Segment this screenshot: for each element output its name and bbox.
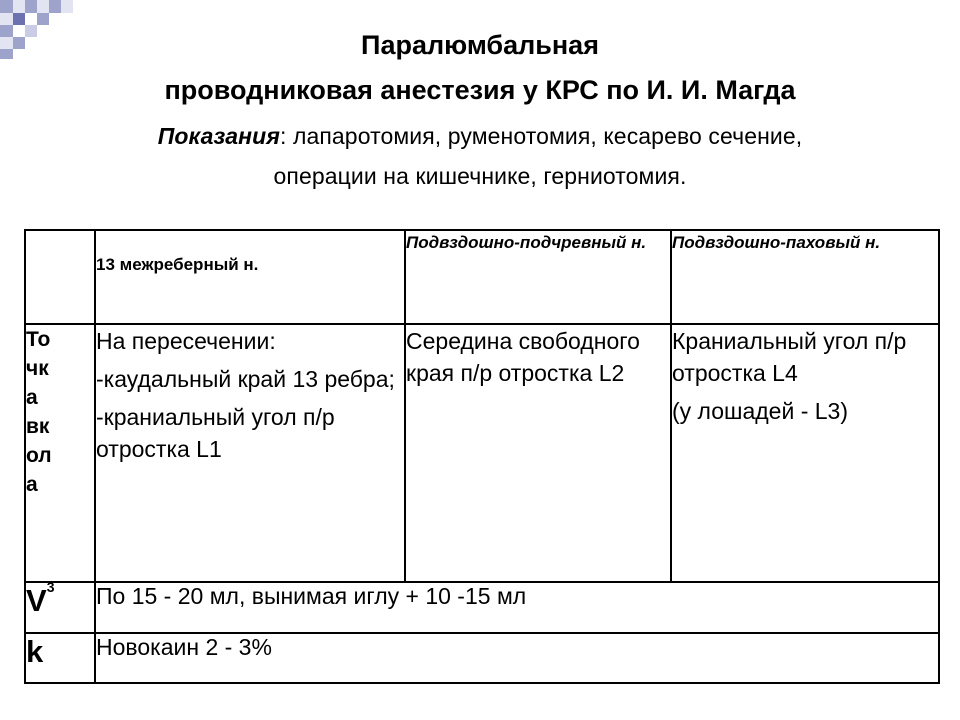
point-ilioinguinal-line2: (у лошадей - L3) [672, 398, 849, 424]
volume-label-cell [25, 579, 95, 633]
header-13-intercostal: 13 межреберный н. [95, 230, 405, 324]
anesthesia-table [24, 229, 940, 684]
indications-label: Показания [157, 123, 280, 149]
header-row [25, 230, 939, 324]
k-value: Новокаин 2 - 3% [95, 633, 939, 683]
point-iliohypogastric: Середина свободного края п/р отростка L2 [405, 324, 671, 582]
point-row [25, 324, 939, 582]
point-label-line: То [26, 328, 51, 351]
slide-title-line1: Паралюмбальная [361, 30, 599, 60]
indications-text1: : лапаротомия, руменотомия, кесарево сечение, [279, 123, 803, 149]
volume-value: По 15 - 20 мл, вынимая иглу + 10 -15 мл [95, 582, 939, 633]
volume-row [25, 582, 939, 633]
point-label-line: вк [26, 415, 50, 438]
point-label-line: а [26, 386, 38, 409]
point-13-intercostal [95, 324, 405, 582]
point-13-line3: -краниальный угол п/р отростка L1 [96, 404, 335, 462]
header-empty-cell [25, 230, 95, 324]
point-ilioinguinal [671, 324, 939, 582]
k-row [25, 633, 939, 683]
point-13-line1: На пересечении: [96, 328, 276, 354]
header-ilioinguinal [671, 230, 939, 324]
volume-superscript: 3 [46, 579, 55, 595]
point-label-line: ол [26, 444, 52, 467]
indications-line2: операции на кишечнике, герниотомия. [273, 163, 687, 189]
point-label-line: а [26, 473, 38, 496]
header-iliohypogastric-text: Подвздошно-подчревный н. [406, 233, 647, 252]
point-label-line: чк [26, 357, 49, 380]
header-ilioinguinal-text: Подвздошно-паховый н. [672, 233, 881, 252]
k-label: k [25, 633, 95, 683]
point-label-cell [25, 324, 95, 582]
slide-title-line2: проводниковая анестезия у КРС по И. И. Магда [164, 75, 796, 105]
point-ilioinguinal-line1: Краниальный угол п/р отростка L4 [672, 328, 907, 386]
volume-label: V [26, 583, 47, 618]
point-13-line2: -каудальный край 13 ребра; [96, 366, 395, 392]
indications-line1 [0, 116, 960, 156]
header-iliohypogastric [405, 230, 671, 324]
